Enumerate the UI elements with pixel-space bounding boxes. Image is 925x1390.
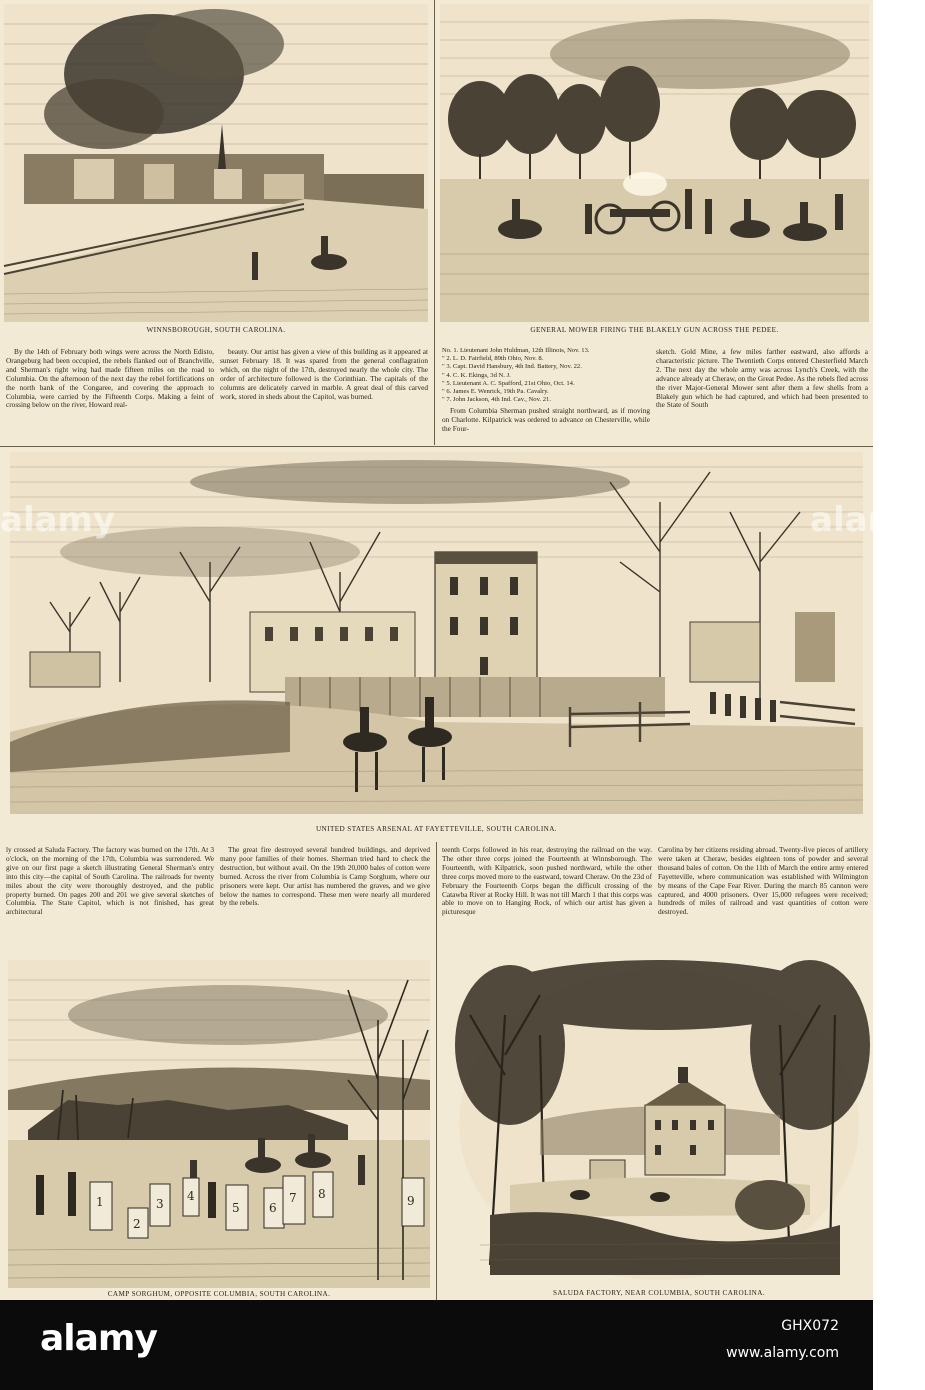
grave-number-3: 3 — [156, 1197, 164, 1211]
winnsborough-engraving — [4, 4, 428, 322]
camp-sorghum-engraving — [8, 960, 430, 1288]
grave-number-4: 4 — [187, 1189, 195, 1203]
arsenal-engraving — [10, 452, 863, 814]
grave-list — [442, 347, 650, 404]
grave-number-9: 9 — [407, 1194, 415, 1208]
text-column-5 — [6, 846, 214, 942]
watermark-ghost-left: alamy — [0, 500, 116, 540]
grave-number-6: 6 — [269, 1201, 277, 1215]
grave-entry: " 6. James E. Wenrick, 19th Pa. Cavalry. — [442, 388, 549, 396]
section-rule — [0, 446, 873, 447]
grave-entry: No. 1. Lieutenant John Huldman, 12th Illinois, Nov. 13. — [442, 347, 590, 354]
grave-number-7: 7 — [289, 1191, 297, 1205]
paragraph: Carolina by her citizens residing abroad. Twenty-five pieces of artillery were taken at Cheraw, besides eighteen tons of powder and several thousand bales of cotton. On the 11th of March the entire army entered Fayetteville, where communication was established with Wilmington by means of the Cape Fear River. During the march 85 cannon were captured, and 4000 prisoners. Over 15,000 refugees were received; hundreds of miles of railroad and vast quantities of cotton were destroyed. — [658, 845, 868, 917]
source-url: www.alamy.com — [726, 1345, 839, 1361]
grave-number-5: 5 — [232, 1201, 240, 1215]
text-column-3 — [442, 407, 650, 437]
caption-blakely-gun: GENERAL MOWER FIRING THE BLAKELY GUN ACROSS THE PEDEE. — [530, 326, 779, 334]
text-column-1 — [6, 348, 214, 430]
image-id: GHX072 — [781, 1318, 839, 1334]
paragraph: teenth Corps followed in his rear, destroying the railroad on the way. The other three corps joined the Fourteenth at Winnsborough. The Fourteenth, with Kilpatrick, soon pushed northward, while the other three corps moved more to the eastward, toward Cheraw. On the 23d of February the Fourteenth Corps began the difficult crossing of the Catawba River at Rocky Hill. It was not till March 1 that this corps was able to move on to Hanging Rock, of which our artist has given a picturesque — [442, 845, 652, 917]
column-rule — [436, 842, 437, 1300]
saluda-factory-engraving — [450, 955, 868, 1287]
paragraph: From Columbia Sherman pushed straight northward, as if moving on Charlotte. Kilpatrick was ordered to advance on Chesterville, while the Four- — [442, 406, 650, 433]
text-column-4 — [656, 348, 868, 438]
paragraph: ly crossed at Saluda Factory. The factory was burned on the 17th. At 3 o'clock, on the morning of the 17th, Columbia was surrendered. We give on our first page a sketch illustrating General Sherman's entry into this city—the capital of South Carolina. The railroads for twenty miles about the city were thoroughly destroyed, and the public property burned. On pages 200 and 201 we give several sketches of Columbia. The State Capitol, which is not finished, has great architectural — [6, 845, 214, 917]
paragraph: beauty. Our artist has given a view of this building as it appeared at sunset February 18. It was spared from the general conflagration which, on the night of the 17th, destroyed nearly the whole city. The order of architecture followed is the Corinthian. The capitals of the columns are delicately carved in marble. A great deal of this carved work, stored in sheds about the Capitol, was burned. — [220, 347, 428, 401]
watermark-ghost-right: alamy — [810, 500, 925, 540]
grave-entry: " 2. L. D. Fairfield, 89th Ohio, Nov. 8. — [442, 355, 544, 363]
text-column-8 — [658, 846, 868, 942]
caption-camp-sorghum: CAMP SORGHUM, OPPOSITE COLUMBIA, SOUTH CAROLINA. — [107, 1290, 331, 1298]
caption-arsenal: UNITED STATES ARSENAL AT FAYETTEVILLE, SOUTH CAROLINA. — [315, 825, 558, 833]
blakely-gun-engraving — [440, 4, 869, 322]
text-column-7 — [442, 846, 652, 942]
paragraph: By the 14th of February both wings were across the North Edisto, Orangeburg had been occupied, the rebels flanked out of Branchville, and Sherman's right wing had made fifteen miles on the road to Columbia. On the afternoon of the next day the rebel fortifications on the north bank of the Congaree, and covering the approach to Columbia, were carried by the Fifteenth Corps. Making a feint of crossing below on the river, Howard real- — [6, 347, 214, 410]
grave-entry: " 5. Lieutenant A. C. Spafford, 21st Ohio, Oct. 14. — [442, 379, 575, 387]
caption-saluda-factory: SALUDA FACTORY, NEAR COLUMBIA, SOUTH CAROLINA. — [552, 1289, 766, 1297]
grave-number-1: 1 — [96, 1195, 104, 1209]
grave-entry: " 4. C. K. Ekings, 3d N. J. — [442, 371, 511, 379]
alamy-logo: alamy — [40, 1318, 157, 1359]
grave-entry: " 3. Capt. David Hansbury, 4th Ind. Battery, Nov. 22. — [442, 363, 582, 371]
grave-entry: " 7. John Jackson, 4th Ind. Cav., Nov. 21. — [442, 396, 551, 404]
grave-number-8: 8 — [318, 1187, 326, 1201]
paragraph: sketch. Gold Mine, a few miles farther eastward, also affords a characteristic picture. The Twentieth Corps entered Chesterfield March 2. The next day the whole army was across Lynch's Creek, with the advance already at Cheraw, on the Great Pedee. As the rebels fled across the river Major-General Mower sent after them a few shells from a Blakely gun which he had captured, and which had been presented to the State of South — [656, 347, 868, 410]
grave-number-2: 2 — [133, 1217, 141, 1231]
text-column-6 — [220, 846, 430, 942]
column-rule — [434, 0, 435, 445]
paragraph: The great fire destroyed several hundred buildings, and deprived many poor families of their homes. Sherman tried hard to check the destruction, but without avail. On the 19th 20,000 bales of cotton were burned. Across the river from Columbia is Camp Sorghum, where our prisoners were kept. Our artist has numbered the graves, and we give below the names to correspond. These men were nearly all murdered by the rebels. — [220, 845, 430, 908]
caption-winnsborough: WINNSBOROUGH, SOUTH CAROLINA. — [146, 326, 286, 334]
text-column-2 — [220, 348, 428, 430]
